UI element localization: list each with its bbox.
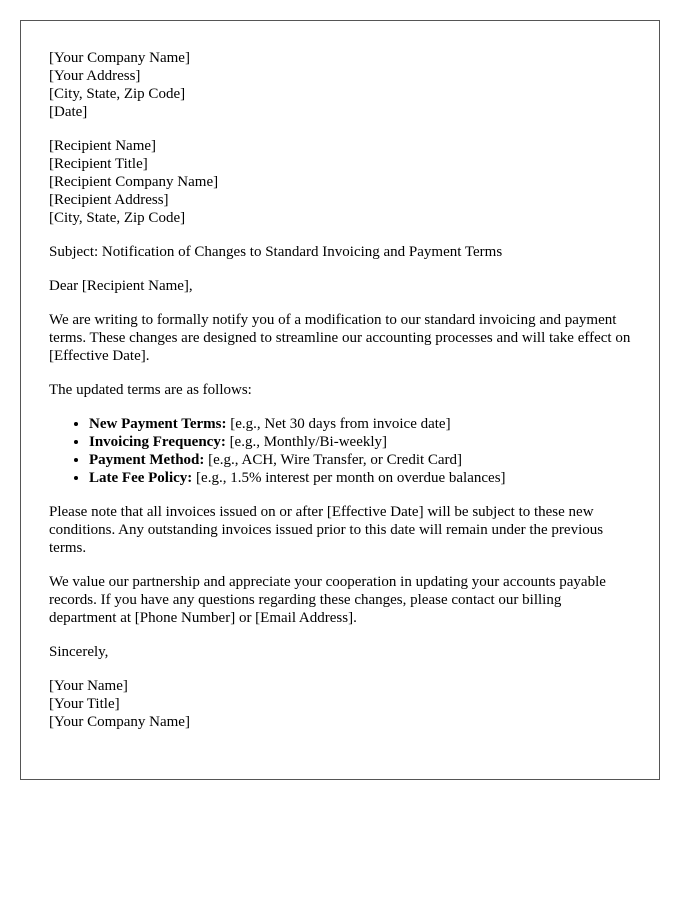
term-label: Payment Method: — [89, 452, 205, 468]
term-value: [e.g., 1.5% interest per month on overdue balances] — [192, 470, 506, 486]
term-value: [e.g., Net 30 days from invoice date] — [226, 416, 451, 432]
term-label: New Payment Terms: — [89, 416, 227, 432]
terms-list — [49, 415, 631, 487]
signature-name: [Your Name] — [49, 678, 128, 694]
term-label: Late Fee Policy: — [89, 470, 193, 486]
list-item — [89, 451, 631, 469]
recipient-company: [Recipient Company Name] — [49, 174, 219, 190]
recipient-title: [Recipient Title] — [49, 156, 148, 172]
term-value: [e.g., ACH, Wire Transfer, or Credit Card] — [204, 452, 463, 468]
letter-page — [20, 20, 660, 780]
intro-paragraph: We are writing to formally notify you of a modification to our standard invoicing and payment terms. These changes are designed to streamline our accounting processes and will take effect on [Effective Date]. — [49, 312, 631, 364]
signoff: Sincerely, — [49, 644, 109, 660]
terms-intro-paragraph: The updated terms are as follows: — [49, 382, 252, 398]
sender-company: [Your Company Name] — [49, 50, 190, 66]
closing-paragraph: We value our partnership and appreciate your cooperation in updating your accounts payable records. If you have any questions regarding these changes, please contact our billing department at [Phone Number] or [Email Address]. — [49, 574, 606, 626]
signature-company: [Your Company Name] — [49, 714, 190, 730]
signature-block — [49, 677, 631, 731]
signature-title: [Your Title] — [49, 696, 120, 712]
sender-city-state-zip: [City, State, Zip Code] — [49, 86, 186, 102]
sender-address: [Your Address] — [49, 68, 141, 84]
subject-line: Subject: Notification of Changes to Standard Invoicing and Payment Terms — [49, 244, 503, 260]
letter-date: [Date] — [49, 104, 88, 120]
salutation: Dear [Recipient Name], — [49, 278, 193, 294]
recipient-address: [Recipient Address] — [49, 192, 169, 208]
sender-address-block — [49, 49, 631, 121]
recipient-address-block — [49, 137, 631, 227]
term-value: [e.g., Monthly/Bi-weekly] — [225, 434, 388, 450]
list-item — [89, 469, 631, 487]
conditions-paragraph: Please note that all invoices issued on or after [Effective Date] will be subject to these new conditions. Any outstanding invoices issued prior to this date will remain under the previous terms. — [49, 504, 604, 556]
term-label: Invoicing Frequency: — [89, 434, 226, 450]
list-item — [89, 415, 631, 433]
recipient-city-state-zip: [City, State, Zip Code] — [49, 210, 186, 226]
list-item — [89, 433, 631, 451]
recipient-name: [Recipient Name] — [49, 138, 157, 154]
